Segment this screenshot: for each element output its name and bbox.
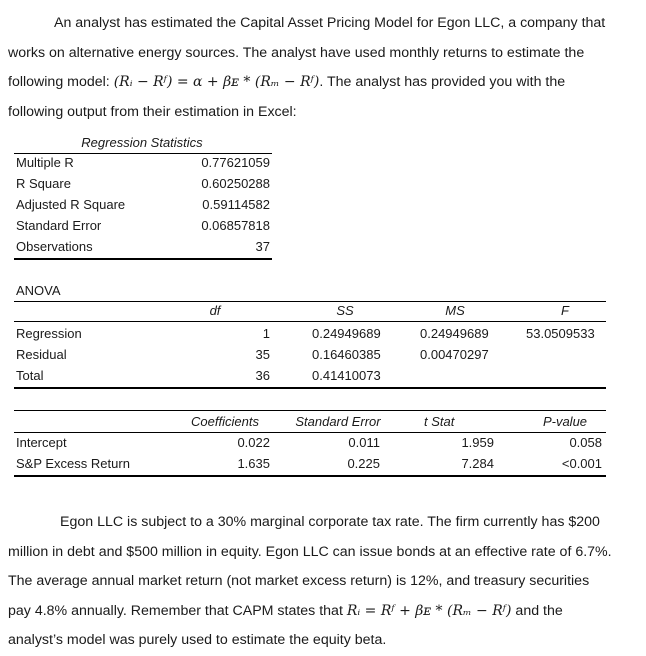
stat-value: 37	[255, 239, 270, 254]
capm-equation: Rᵢ = Rᶠ + βᴇ * (Rₘ − Rᶠ)	[346, 602, 512, 619]
stat-value: 0.60250288	[201, 176, 270, 191]
coef-header-p-value: P-value	[542, 414, 588, 429]
anova-header-ms: MS	[445, 303, 465, 318]
anova-cell-ss: 0.16460385	[312, 347, 381, 362]
anova-row-label: Residual	[16, 347, 67, 362]
model-equation: (Rᵢ − Rᶠ) = α + βᴇ * (Rₘ − Rᶠ)	[113, 74, 320, 90]
se-cell: 0.011	[348, 435, 380, 450]
anova-row-label: Total	[16, 368, 44, 383]
anova-row-label: Regression	[16, 326, 82, 341]
anova-header-df: df	[209, 303, 221, 318]
anova-title: ANOVA	[16, 283, 61, 298]
table-rule	[14, 321, 606, 322]
closing-line-2: million in debt and $500 million in equity. Egon LLC can issue bonds at an effective rate of 6.7%.	[8, 543, 612, 560]
anova-cell-df: 1	[262, 326, 270, 341]
closing-line-4-suffix: and the	[511, 602, 563, 619]
coef-header-standard-error: Standard Error	[295, 414, 381, 429]
intro-line-2: works on alternative energy sources. The analyst have used monthly returns to estimate the	[8, 44, 585, 61]
closing-paragraph	[8, 508, 640, 656]
stat-value: 0.77621059	[201, 155, 270, 170]
coef-row-label: S&P Excess Return	[16, 456, 130, 471]
intro-line-1: An analyst has estimated the Capital Asset Pricing Model for Egon LLC, a company that	[54, 15, 606, 31]
anova-cell-ss: 0.41410073	[312, 368, 381, 383]
anova-cell-ss: 0.24949689	[312, 326, 381, 341]
table-rule	[14, 475, 606, 477]
se-cell: 0.225	[347, 456, 380, 471]
stat-value: 0.06857818	[201, 218, 270, 233]
anova-header-f: F	[561, 303, 569, 318]
intro-line-3-suffix: . The analyst has provided you with the	[319, 74, 566, 90]
anova-cell-ms: 0.00470297	[420, 347, 489, 362]
anova-cell-f: 53.0509533	[526, 326, 595, 341]
closing-line-5: analyst’s model was purely used to estimate the equity beta.	[8, 632, 387, 648]
coef-cell: 1.635	[237, 456, 270, 471]
stat-label: Observations	[16, 239, 93, 254]
stat-value: 0.59114582	[202, 197, 270, 212]
table-rule	[14, 387, 606, 389]
closing-line-4-prefix: pay 4.8% annually. Remember that CAPM states that	[8, 602, 347, 619]
coef-header-t-stat: t Stat	[424, 414, 455, 429]
stat-label: Multiple R	[16, 155, 74, 170]
anova-header-ss: SS	[336, 303, 354, 318]
stat-label: Adjusted R Square	[16, 197, 126, 212]
stat-label: R Square	[16, 176, 71, 191]
t-stat-cell: 7.284	[461, 456, 494, 471]
p-value-cell: 0.058	[569, 435, 602, 450]
intro-line-3-prefix: following model:	[8, 74, 114, 90]
regression-statistics-title: Regression Statistics	[81, 135, 203, 150]
coef-header-coefficients: Coefficients	[191, 414, 259, 429]
p-value-cell: <0.001	[561, 456, 602, 471]
closing-line-3: The average annual market return (not market excess return) is 12%, and treasury securities	[8, 573, 590, 589]
anova-cell-ms: 0.24949689	[420, 326, 489, 341]
anova-cell-df: 36	[255, 368, 270, 383]
intro-line-4: following output from their estimation in Excel:	[8, 103, 297, 120]
table-rule	[14, 258, 272, 260]
stat-label: Standard Error	[16, 218, 102, 233]
t-stat-cell: 1.959	[461, 435, 494, 450]
closing-line-1: Egon LLC is subject to a 30% marginal corporate tax rate. The firm currently has $200	[60, 514, 600, 530]
anova-cell-df: 35	[255, 347, 270, 362]
intro-paragraph	[8, 9, 640, 127]
table-rule	[14, 410, 606, 411]
coef-row-label: Intercept	[16, 435, 67, 450]
coef-cell: 0.022	[237, 435, 270, 450]
